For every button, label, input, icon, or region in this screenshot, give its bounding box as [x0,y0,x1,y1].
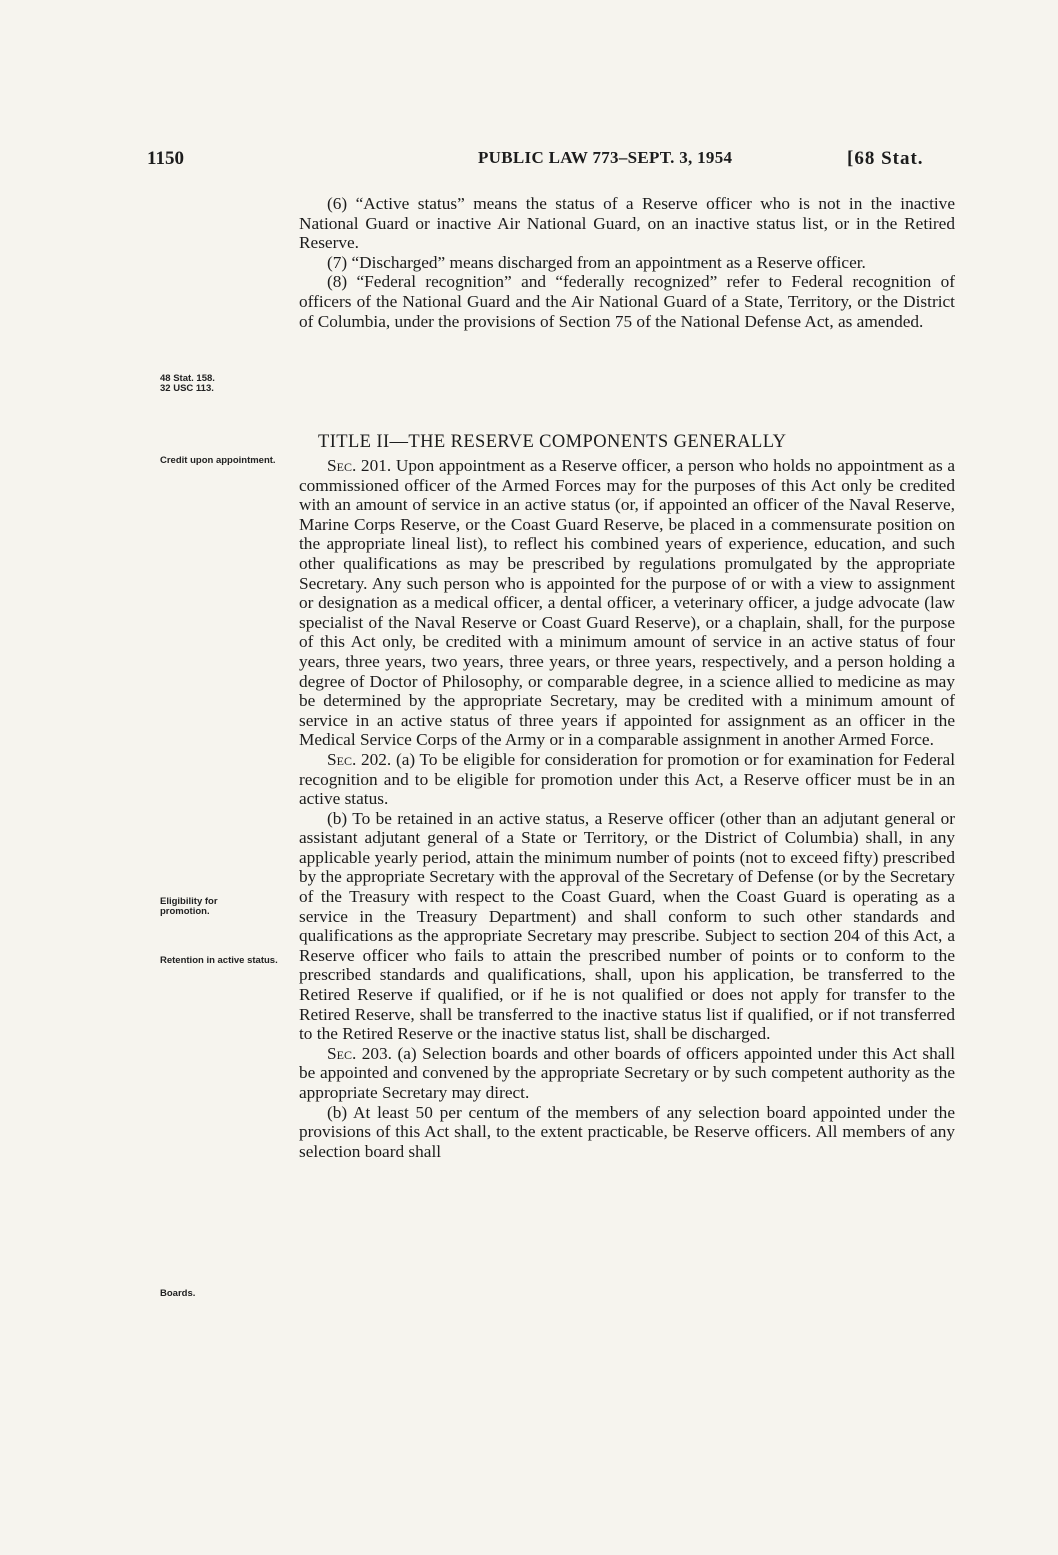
paragraph-6: (6) “Active status” means the status of a Reserve officer who is not in the inactive National Guard or inactive Air National Guard, on an inactive status list, or in the Retired Reserve. [299,194,955,253]
section-201-label: Sec. 201. [327,456,392,475]
section-203-label: Sec. 203. [327,1043,392,1063]
statute-reference: [68 Stat. [847,148,924,169]
running-title: PUBLIC LAW 773–SEPT. 3, 1954 [478,148,733,167]
section-202b: (b) To be retained in an active status, a Reserve officer (other than an adjutant general or assistant adjutant general of a State or Territory, or the District of Columbia) shall, in any applicable yearly period, attain the minimum number of points (not to exceed fifty) prescribed by the appropriate Secretary with the approval of the Secretary of Defense (or by the Secretary of the Treasury with respect to the Coast Guard, when the Coast Guard is operating as a service in the Treasury Department) and shall conform to such other standards and qualifications as the appropriate Secretary may prescribe. Subject to section 204 of this Act, a Reserve officer who fails to attain the prescribed number of points or to conform to the prescribed standards and qualifications, shall, upon his application, be transferred to the Retired Reserve if qualified, or if he is not qualified or does not apply for transfer to the Retired Reserve, shall be transferred to the inactive status list if qualified, or if not transferred to the Retired Reserve or the inactive status list, shall be discharged. [299,808,955,1044]
margin-note-retention: Retention in active status. [160,955,278,966]
section-201-text: Upon appointment as a Reserve officer, a person who holds no appointment as a commissioned officer of the Armed Forces may for the purposes of this Act only be credited with an amount of service in an active status (or, if appointed an officer of the Naval Reserve, Marine Corps Reserve, or the Coast Guard Reserve, be placed in a commensurate position on the appropriate lineal list), to reflect his combined years of experience, education, and such other qualifications as may be prescribed by regulations promulgated by the appropriate Secretary. Any such person who is appointed for the purpose of or with a view to assignment or designation as a medical officer, a dental officer, a veterinary officer, a judge advocate (law specialist of the Naval Reserve or Coast Guard Reserve), or a chaplain, shall, for the purpose of this Act only, be credited with a minimum amount of service in an active status of four years, three years, two years, three years, or three years, respectively, and a person holding a degree of Doctor of Philosophy, or comparable degree, in a science allied to medicine as may be determined by the appropriate Secretary, may be credited with a minimum amount of service in an active status of three years if appointed for assignment as an officer in the Medical Service Corps of the Army or in a comparable assignment in another Armed Force. [299,456,956,750]
section-202 [299,750,955,809]
margin-note-eligibility: Eligibility for promotion. [160,896,218,917]
margin-note-boards: Boards. [160,1288,196,1299]
sections-block [299,456,955,1161]
definitions-block [299,194,955,331]
section-202a-text: (a) To be eligible for consideration for promotion or for examination for Federal recognition and to be eligible for promotion under this Act, a Reserve officer must be in an active status. [299,749,955,809]
margin-note-stat-2: 32 USC 113. [160,383,214,394]
section-203b: (b) At least 50 per centum of the members of any selection board appointed under the provisions of this Act shall, to the extent practicable, be Reserve officers. All members of any selection board shall [299,1102,955,1161]
paragraph-7: (7) “Discharged” means discharged from an appointment as a Reserve officer. [327,252,866,272]
paragraph-8: (8) “Federal recognition” and “federally recognized” refer to Federal recognition of officers of the National Guard and the Air National Guard of a State, Territory, or the District of Columbia, under the provisions of Section 75 of the National Defense Act, as amended. [299,272,955,331]
page-header [0,148,1058,172]
section-203a-text: (a) Selection boards and other boards of officers appointed under this Act shall be appointed and convened by the appropriate Secretary or by such competent authority as the appropriate Secretary may direct. [299,1043,955,1102]
section-201 [299,456,955,750]
section-202-label: Sec. 202. [327,749,392,769]
margin-note-credit: Credit upon appointment. [160,455,276,466]
margin-note-stat-1: 48 Stat. 158. [160,373,215,384]
title-heading: TITLE II—THE RESERVE COMPONENTS GENERALLY [318,432,787,452]
section-203 [299,1044,955,1103]
margin-note-stat-ref [160,374,250,394]
page-number: 1150 [147,148,184,169]
